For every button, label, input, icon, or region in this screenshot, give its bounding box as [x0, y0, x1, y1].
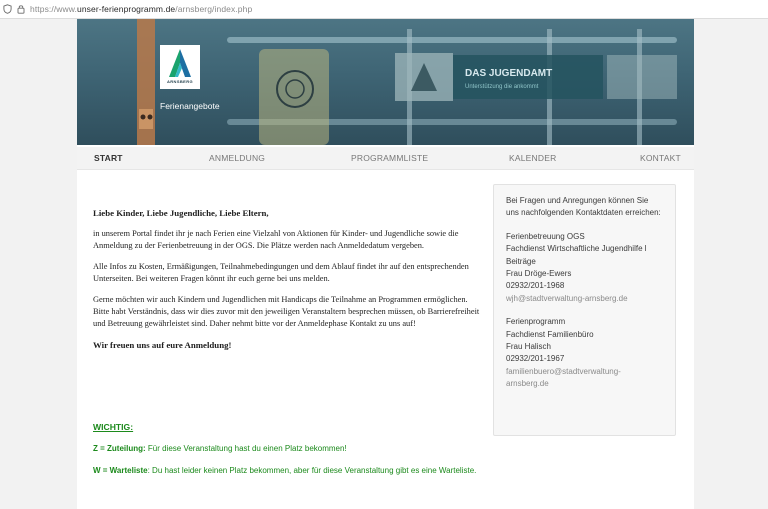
contact-fp-title: Ferienprogramm [506, 317, 566, 327]
arnsberg-logo[interactable] [160, 45, 200, 89]
info-paragraph: Alle Infos zu Kosten, Ermäßigungen, Teilnahmebedingungen und dem Ablauf findet ihr auf den entsprechenden Unterseiten. Bei weiteren Fragen könnt ihr euch gerne bei uns melden. [93, 262, 469, 284]
site-subtitle: Ferienangebote [160, 101, 220, 111]
nav-item-kalender[interactable]: KALENDER [509, 153, 557, 163]
contact-fp-email-link[interactable]: familienbuero@stadtverwaltung-arnsberg.de [506, 366, 621, 389]
contact-ogs-department: Fachdienst Wirtschaftliche Jugendhilfe l Beiträge [506, 244, 647, 266]
handicap-paragraph: Gerne möchten wir auch Kindern und Jugendlichen mit Handicaps die Teilnahme an Programmen ermöglichen. Bitte habt Verständnis, dass wir dies zuvor mit den jeweiligen Veranstaltern besprechen müssen, ob Barrierefreiheit und Betreuung gewährleistet sind. Daher nehmt bitte vor der Anmeldephase Kontakt zu uns auf! [93, 295, 480, 329]
greeting: Liebe Kinder, Liebe Jugendliche, Liebe Eltern, [93, 208, 269, 218]
logo-a-icon [168, 48, 192, 78]
page-container [77, 19, 694, 509]
nav-item-anmeldung[interactable]: ANMELDUNG [209, 153, 266, 163]
contact-intro: Bei Fragen und Anregungen können Sie uns nachfolgenden Kontaktdaten erreichen: [506, 196, 661, 218]
sign-text-2: Unterstützung die ankommt [465, 84, 539, 90]
contact-sidebar [493, 184, 676, 436]
nav-item-start[interactable]: START [94, 153, 123, 163]
warteliste-label: W = Warteliste [93, 466, 148, 475]
wichtig-heading [93, 421, 483, 434]
wichtig-label: WICHTIG: [93, 422, 134, 432]
main-nav [77, 147, 694, 170]
intro-paragraph: in unserem Portal findet ihr je nach Ferien eine Vielzahl von Aktionen für Kinder- und Jugendliche sowie die Anmeldung zu der Ferienbetreuung in der OGS. Die Plätze werden nach Anmeldedatum vergeben. [93, 229, 459, 251]
hero-banner [77, 19, 694, 145]
browser-address-bar[interactable] [0, 0, 768, 19]
zuteilung-note [93, 443, 483, 455]
contact-ogs-email-link[interactable]: wjh@stadtverwaltung-arnsberg.de [506, 293, 628, 303]
logo-text: ARNSBERG [166, 79, 194, 84]
contact-ogs-person: Frau Dröge-Ewers [506, 269, 572, 279]
contact-fp-department: Fachdienst Familienbüro [506, 329, 594, 339]
warteliste-text: : Du hast leider keinen Platz bekommen, aber für diese Veranstaltung gibt es eine Warteliste. [147, 466, 477, 475]
sign-text-1: DAS JUGENDAMT [465, 68, 553, 79]
lock-icon [17, 4, 25, 14]
contact-ferienprogramm [506, 316, 663, 390]
contact-ogs [506, 231, 663, 305]
closing-text: Wir freuen uns auf eure Anmeldung! [93, 340, 232, 351]
contact-fp-phone: 02932/201-1967 [506, 354, 565, 364]
contact-ogs-title: Ferienbetreuung OGS [506, 231, 585, 241]
url-prefix: https://www. [30, 4, 78, 14]
shield-icon [3, 4, 12, 14]
zuteilung-text: Für diese Veranstaltung hast du einen Platz bekommen! [145, 444, 347, 453]
nav-item-programmliste[interactable]: PROGRAMMLISTE [351, 153, 429, 163]
url-host: unser-ferienprogramm.de [77, 4, 176, 14]
nav-item-kontakt[interactable]: KONTAKT [640, 153, 681, 163]
warteliste-note [93, 465, 483, 477]
main-content [93, 207, 481, 360]
contact-fp-person: Frau Halisch [506, 342, 551, 352]
zuteilung-label: Z = Zuteilung: [93, 444, 146, 453]
url-text[interactable] [30, 4, 252, 14]
url-path: /arnsberg/index.php [175, 4, 253, 14]
contact-ogs-phone: 02932/201-1968 [506, 281, 565, 291]
